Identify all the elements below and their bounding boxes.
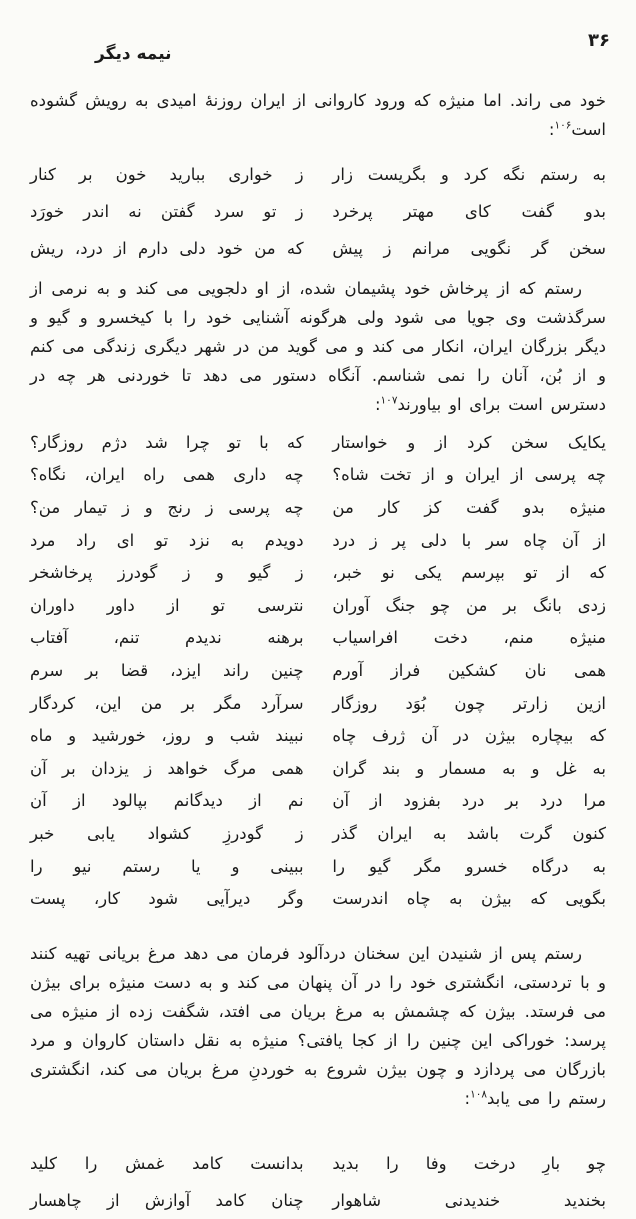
hemistich-right: که از تو بپرسم یکی نو خبر،	[332, 563, 606, 583]
hemistich-right: به غل و به مسمار و بند گران	[332, 758, 606, 778]
couplet	[30, 719, 606, 752]
hemistich-left: ز گیو و ز گودرز پرخاشخر	[30, 563, 304, 583]
hemistich-right: بخندید خندیدنی شاهوار	[332, 1190, 606, 1210]
paragraph-text: خود می راند. اما منیژه که ورود کاروانی از ایران روزنهٔ امیدی به رویش گشوده است	[30, 91, 606, 139]
hemistich-left: نم از دیدگانم بپالود از آن	[30, 791, 304, 811]
couplet	[30, 230, 606, 267]
hemistich-left: چنین راند ایزد، قضا بر سرم	[30, 660, 304, 680]
hemistich-left: چه داری همی راه ایران، نگاه؟	[30, 465, 304, 485]
couplet	[30, 785, 606, 818]
hemistich-left: دویدم به نزد تو ای راد مرد	[30, 530, 304, 550]
hemistich-right: منیژه بدو گفت کز کار من	[332, 497, 606, 517]
couplet	[30, 817, 606, 850]
footnote-ref-108: ۱۰۸	[470, 1088, 487, 1101]
verse-block-3	[30, 1145, 606, 1219]
prose-paragraph-2	[30, 274, 606, 419]
footnote-ref-107: ۱۰۷	[380, 394, 398, 407]
hemistich-right: مرا درد بر درد بفزود از آن	[332, 791, 606, 811]
couplet	[30, 752, 606, 785]
hemistich-left: که من خود دلی دارم از درد، ریش	[30, 239, 304, 258]
couplet	[30, 622, 606, 655]
couplet	[30, 654, 606, 687]
hemistich-left: وگر دیرآیی شود کار، پست	[30, 889, 304, 909]
hemistich-right: کنون گرت باشد به ایران گذر	[332, 823, 606, 843]
hemistich-right: ازین زارتر چون بُوَد روزگار	[332, 693, 606, 713]
paragraph-trailing-colon: :	[548, 120, 555, 139]
hemistich-right: سخن گر نگویی مرانم ز پیش	[332, 239, 606, 258]
hemistich-left: بدانست کامد غمش را کلید	[30, 1153, 304, 1173]
couplet	[30, 426, 606, 459]
hemistich-left: سرآرد مگر بر من این، کردگار	[30, 693, 304, 713]
hemistich-left: چه پرسی ز رنج و ز تیمار من؟	[30, 497, 304, 517]
couplet	[30, 524, 606, 557]
couplet	[30, 1145, 606, 1182]
hemistich-right: به رستم نگه کرد و بگریست زار	[332, 165, 606, 184]
couplet	[30, 556, 606, 589]
hemistich-left: نترسی تو از داور داوران	[30, 595, 304, 615]
hemistich-left: ز گودرزِ کشواد یابی خبر	[30, 823, 304, 843]
hemistich-right: چه پرسی از ایران و از تخت شاه؟	[332, 465, 606, 485]
hemistich-right: که بیچاره بیژن در آن ژرف چاه	[332, 726, 606, 746]
hemistich-left: چنان کامد آوازش از چاهسار	[30, 1190, 304, 1210]
hemistich-right: منیژه منم، دخت افراسیاب	[332, 628, 606, 648]
couplet	[30, 156, 606, 193]
hemistich-left: همی مرگ خواهد ز یزدان بر آن	[30, 758, 304, 778]
couplet	[30, 882, 606, 915]
couplet	[30, 193, 606, 230]
hemistich-left: ببینی و یا رستم نیو را	[30, 856, 304, 876]
hemistich-left: ز تو سرد گفتن نه اندر خورَد	[30, 202, 304, 221]
hemistich-right: یکایک سخن کرد از و خواستار	[332, 432, 606, 452]
hemistich-right: زدی بانگ بر من چو جنگ آوران	[332, 595, 606, 615]
hemistich-right: چو بارِ درخت وفا را بدید	[332, 1153, 606, 1173]
paragraph-text: رستم که از پرخاش خود پشیمان شده، از او دلجویی می کند و به نرمی از سرگذشت وی جویا می شود ولی هرگونه آشنایی خود را با کیخسرو و گیو و دیگر بزرگان ایران، انکار می کند و می گوید من در شهر دیگری زندگی می کنم و از بُن، آنان را نمی شناسم. آنگاه دستور می دهد تا خوردنی هر چه در دسترس است برای او بیاورند	[30, 279, 606, 414]
couplet	[30, 1182, 606, 1219]
journal-title: نیمه دیگر	[95, 44, 172, 64]
couplet	[30, 589, 606, 622]
prose-paragraph-1	[30, 86, 606, 144]
couplet	[30, 491, 606, 524]
hemistich-right: همی نان کشکین فراز آورم	[332, 660, 606, 680]
hemistich-right: از آن چاه سر با دلی پر ز درد	[332, 530, 606, 550]
hemistich-left: که با تو چرا شد دژم روزگار؟	[30, 432, 304, 452]
couplet	[30, 687, 606, 720]
hemistich-right: به درگاه خسرو مگر گیو را	[332, 856, 606, 876]
paragraph-trailing-colon: :	[374, 395, 381, 414]
hemistich-right: بگویی که بیژن به چاه اندرست	[332, 889, 606, 909]
footnote-ref-106: ۱۰۶	[554, 119, 572, 132]
hemistich-right: بدو گفت کای مهتر پرخرد	[332, 202, 606, 221]
verse-block-2	[30, 426, 606, 915]
hemistich-left: برهنه ندیدم تنم، آفتاب	[30, 628, 304, 648]
hemistich-left: نبیند شب و روز، خورشید و ماه	[30, 726, 304, 746]
paragraph-trailing-colon: :	[464, 1088, 471, 1108]
couplet	[30, 850, 606, 883]
verse-block-1	[30, 156, 606, 267]
prose-paragraph-3	[30, 939, 606, 1113]
page-number: ۳۶	[588, 30, 610, 51]
paragraph-text: رستم پس از شنیدن این سخنان دردآلود فرمان می دهد مرغ بریانی تهیه کنند و با تردستی، انگشتری خود را در آن پنهان می کند و به دست منیژه برای بیژن می فرستد. بیژن که چشمش به مرغ بریان می افتد، شگفت زده از منیژه می پرسد: خوراکی این چنین را از کجا یافتی؟ منیژه به نقل داستان کاروان و مرد بازرگان می پردازد و چون بیژن شروع به خوردنِ مرغ بریان می کند، انگشتری رستم را می یابد	[30, 943, 606, 1108]
hemistich-left: ز خواری ببارید خون بر کنار	[30, 165, 304, 184]
couplet	[30, 459, 606, 492]
